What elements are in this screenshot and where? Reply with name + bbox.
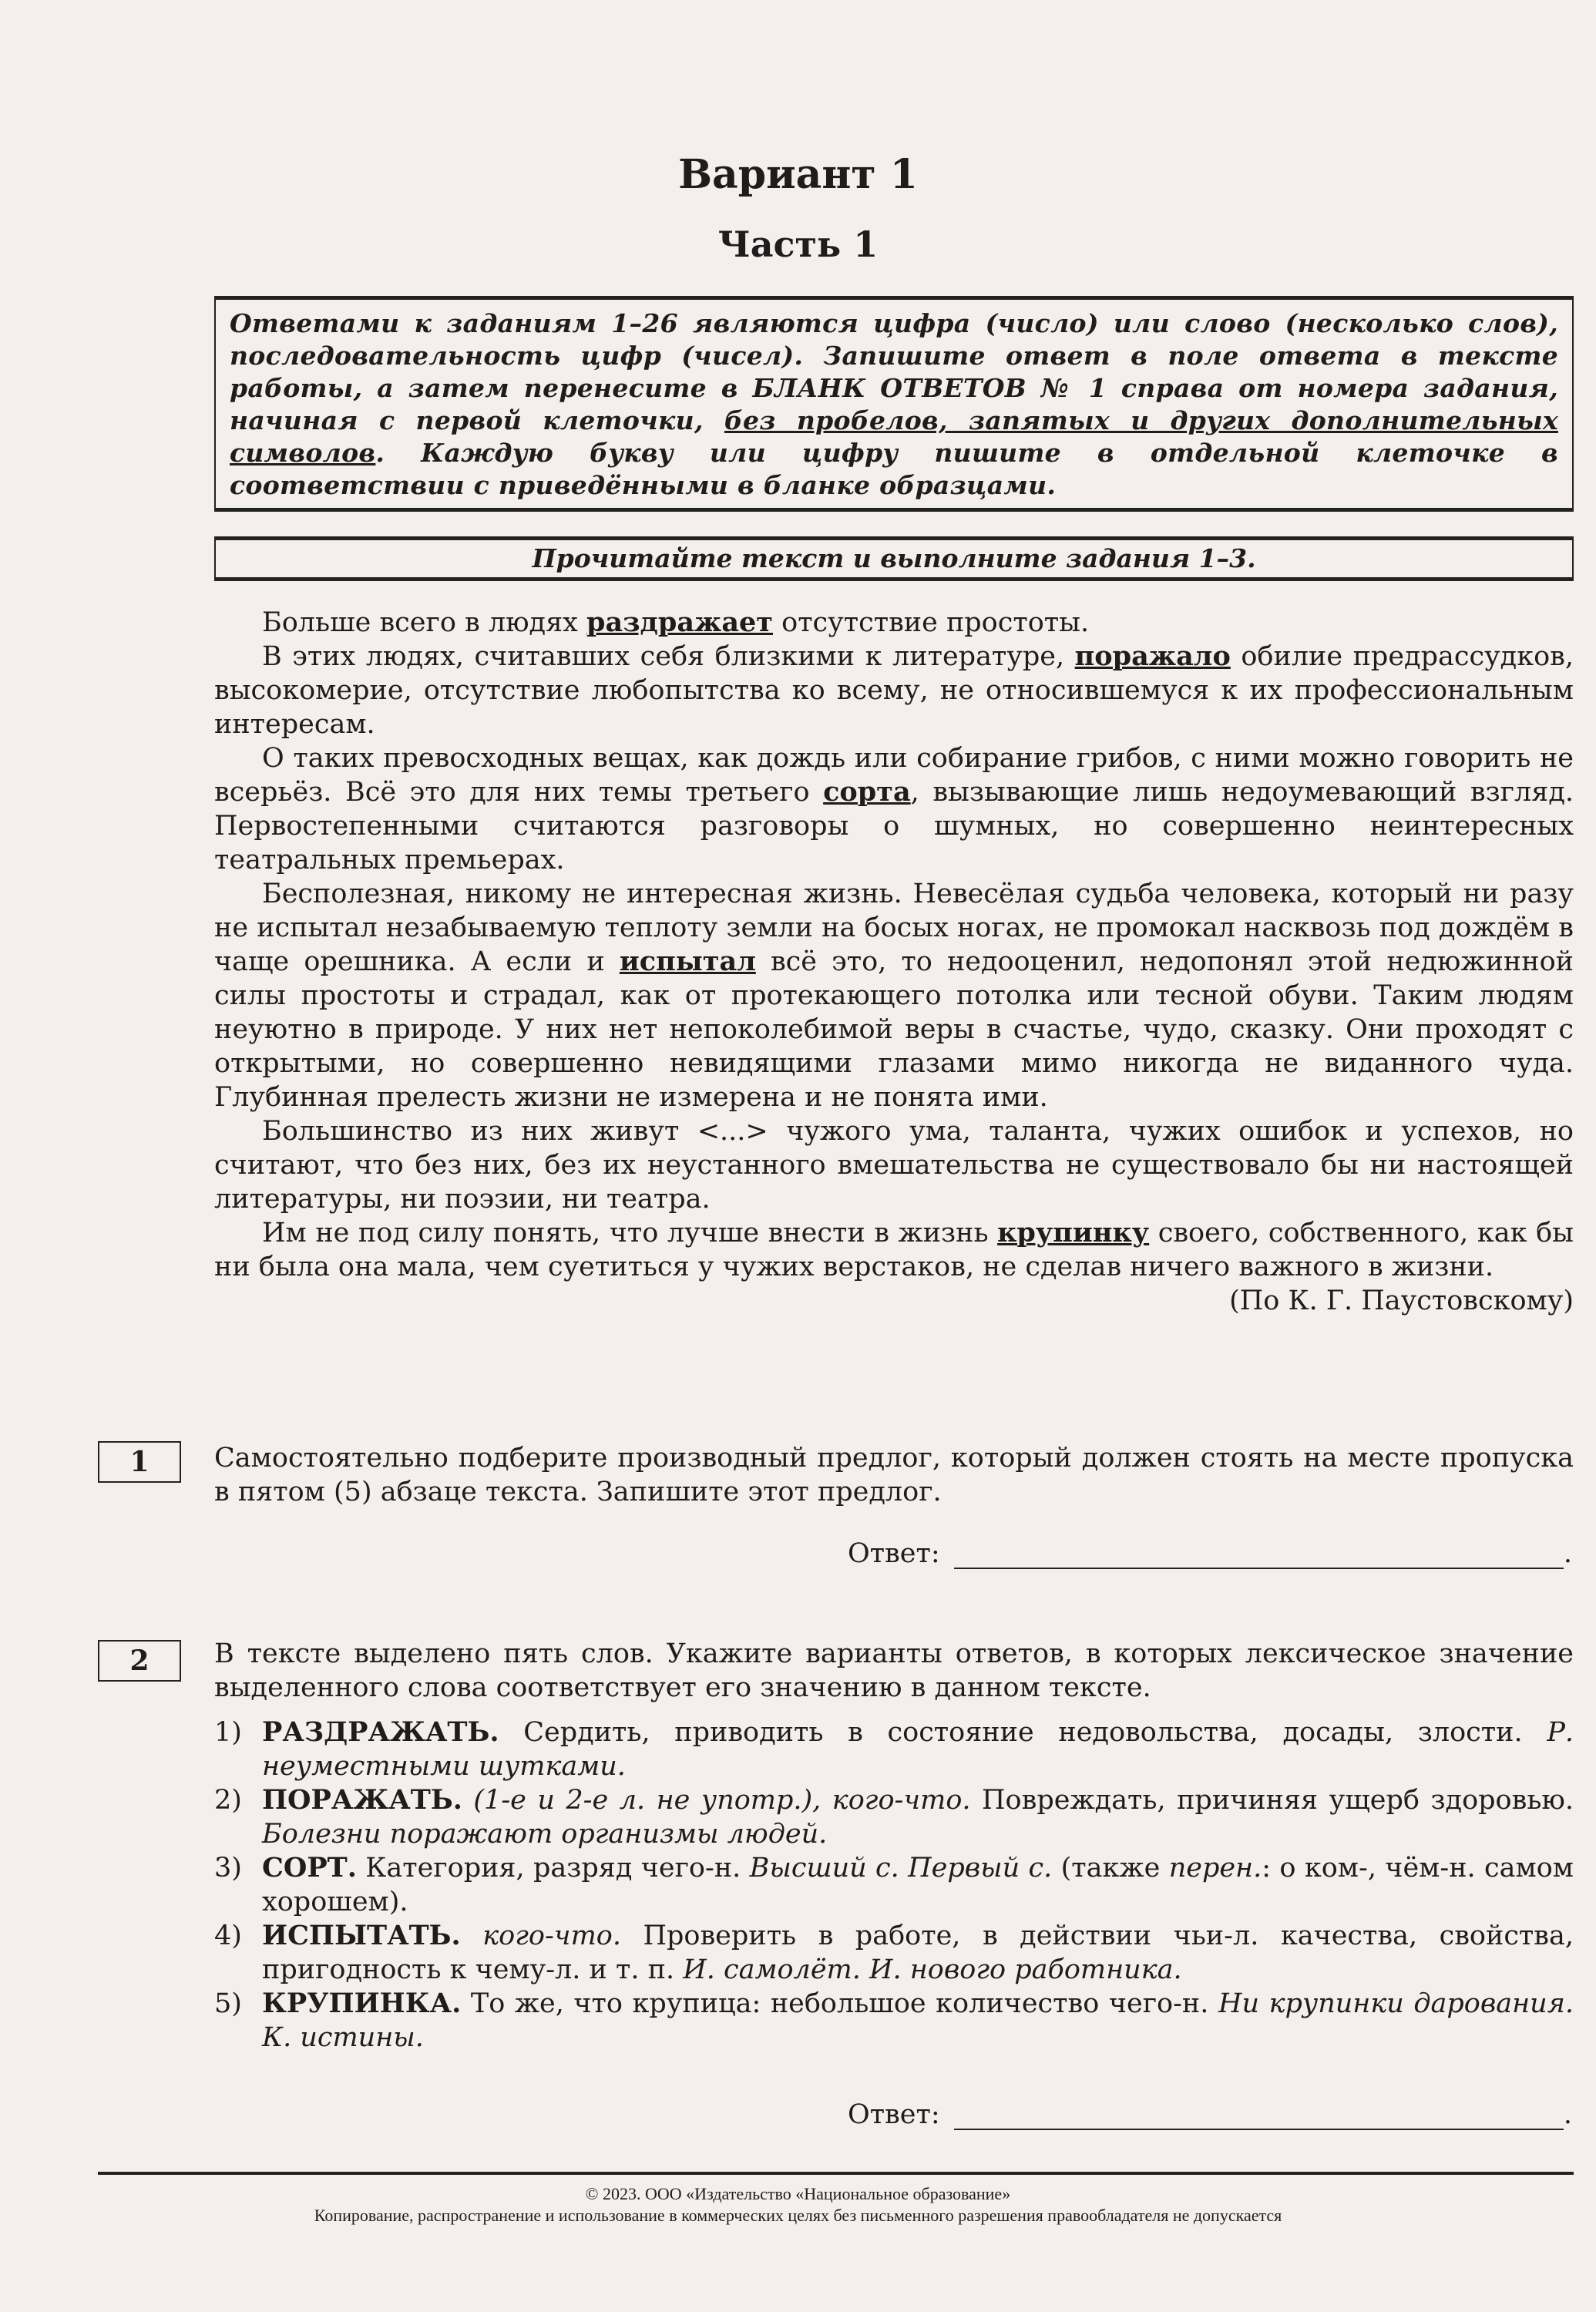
passage-text: отсутствие простоты. (773, 607, 1090, 638)
passage-paragraph (214, 640, 1574, 741)
option-text: кого-что. (482, 1921, 621, 1951)
option-body (262, 1851, 1574, 1919)
instructions-text: Ответами к заданиям 1–26 являются цифра (число) или слово (несколько слов), последовательность цифр (чисел). Запишите ответ в поле ответа в тексте работы, а затем перенесите в БЛАНК ОТВЕТОВ № 1 справа от номера задания, начиная с первой клеточки, (230, 308, 1558, 435)
passage-text: Бесполезная, никому не интересная жизнь. Невесёлая судьба человека, который ни разу не испытал незабываемую теплоту земли на босых ногах, не промокал насквозь под дождём в чаще орешника. А если и (214, 879, 1574, 977)
passage-text: В этих людях, считавших себя близкими к литературе, (262, 641, 1075, 672)
passage-paragraphs (214, 606, 1574, 1284)
answer-label: Ответ: (848, 2099, 940, 2130)
read-prompt-box (214, 536, 1574, 581)
option-text: Болезни поражают организмы людей. (262, 1819, 828, 1850)
part-title: Часть 1 (717, 223, 879, 265)
task-number-box: 2 (98, 1640, 181, 1682)
highlighted-word: поражало (1074, 640, 1231, 672)
instructions-underlined: без пробелов, запятых и других дополнительных символов (230, 405, 1558, 468)
answer-end: . (1563, 1538, 1572, 1569)
answer-end: . (1563, 2099, 1572, 2130)
option-text: И. самолёт. И. нового работника. (683, 1954, 1182, 1985)
highlighted-word: испытал (619, 946, 756, 977)
option-body (262, 1783, 1574, 1851)
option-text: Сердить, приводить в состояние недовольства, досады, злости. (499, 1717, 1547, 1748)
passage-text: своего, собственного, как бы ни была она мала, чем суетиться у чужих верстаков, не сделав ничего важного в жизни. (214, 1218, 1574, 1282)
option-text: Ни крупинки дарования. К. истины. (262, 1988, 1574, 2053)
option-number: 3) (214, 1853, 242, 1884)
option-text: : о ком-, чём-н. самом хорошем). (262, 1853, 1574, 1917)
passage-text: всё это, то недооценил, недопонял этой недюжинной силы простоты и страдал, как от протекающего потолка или тесной обуви. Таким людям неуютно в природе. У них нет непоколебимой веры в счастье, чудо, сказку. Они проходят с открытыми, но совершенно невидящими глазами мимо никогда не виданного чуда. Глубинная прелесть жизни не измерена и не понята ими. (214, 946, 1574, 1113)
option-text: Категория, разряд чего-н. (356, 1853, 750, 1884)
option-number: 5) (214, 1988, 242, 2019)
option-text (461, 1921, 483, 1951)
option-number: 2) (214, 1785, 242, 1816)
passage-paragraph (214, 877, 1574, 1114)
passage-paragraph (214, 1216, 1574, 1284)
instructions-text-end: . Каждую букву или цифру пишите в отдельной клеточке в соответствии с приведёнными в бланке образцами. (230, 438, 1558, 500)
option-number: 4) (214, 1921, 242, 1951)
passage-text: обилие предрассудков, высокомерие, отсутствие любопытства ко всему, не относившемуся к их профессиональным интересам. (214, 641, 1574, 740)
option-headword: РАЗДРАЖАТЬ. (262, 1716, 499, 1748)
option-text: Проверить в работе, в действии чьи-л. качества, свойства, пригодность к чему-л. и т. п. (262, 1921, 1574, 1985)
task-1-text: Самостоятельно подберите производный предлог, который должен стоять на месте пропуска в пятом (5) абзаце текста. Запишите этот предлог. (214, 1443, 1574, 1507)
task-2-text: В тексте выделено пять слов. Укажите варианты ответов, в которых лексическое значение выделенного слова соответствует его значению в данном тексте. (214, 1638, 1574, 1703)
read-prompt: Прочитайте текст и выполните задания 1–3. (532, 543, 1256, 573)
option-number: 1) (214, 1717, 242, 1748)
passage (214, 606, 1574, 1318)
answer-label: Ответ: (848, 1538, 940, 1569)
option-text: Высший с. Первый с. (749, 1853, 1053, 1884)
task-1-answer[interactable] (848, 1538, 1572, 1569)
task-2 (214, 1637, 1574, 2055)
footer-copyright: © 2023. ООО «Издательство «Национальное образование» (585, 2184, 1011, 2203)
highlighted-word: крупинку (997, 1217, 1150, 1248)
passage-text: Им не под силу понять, что лучше внести в жизнь (262, 1218, 998, 1248)
option-body (262, 1716, 1574, 1783)
passage-paragraph (214, 1114, 1574, 1216)
option-item (214, 1987, 1574, 2055)
option-headword: ИСПЫТАТЬ. (262, 1920, 461, 1951)
option-item (214, 1716, 1574, 1783)
option-text: Повреждать, причиняя ущерб здоровью. (970, 1785, 1574, 1816)
variant-title: Вариант 1 (678, 151, 918, 198)
attribution: (По К. Г. Паустовскому) (1229, 1285, 1574, 1316)
option-headword: КРУПИНКА. (262, 1988, 462, 2019)
passage-text: Больше всего в людях (262, 607, 587, 638)
footer-divider (98, 2172, 1574, 2175)
instructions-box (214, 296, 1574, 512)
option-headword: СОРТ. (262, 1852, 357, 1884)
passage-paragraph (214, 741, 1574, 877)
task-2-answer[interactable] (848, 2099, 1572, 2130)
option-headword: ПОРАЖАТЬ. (262, 1784, 462, 1816)
passage-paragraph (214, 606, 1574, 640)
option-text: То же, что крупица: небольшое количество чего-н. (461, 1988, 1218, 2019)
answer-input-line[interactable] (954, 1540, 1564, 1569)
highlighted-word: раздражает (586, 607, 773, 638)
option-text: (1-е и 2-е л. не употр.), кого-что. (473, 1785, 971, 1816)
task-number-box: 1 (98, 1441, 181, 1483)
option-item (214, 1783, 1574, 1851)
passage-text: Большинство из них живут <...> чужого ума, таланта, чужих ошибок и успехов, но считают, что без них, без их неустанного вмешательства не существовало бы ни настоящей литературы, ни поэзии, ни театра. (214, 1116, 1574, 1215)
task-2-options (214, 1716, 1574, 2055)
option-item (214, 1851, 1574, 1919)
option-body (262, 1987, 1574, 2055)
option-text: (также (1052, 1853, 1169, 1884)
option-text: перен. (1168, 1853, 1262, 1884)
option-item (214, 1919, 1574, 1987)
highlighted-word: сорта (823, 776, 911, 808)
passage-text: О таких превосходных вещах, как дождь или собирание грибов, с ними можно говорить не всерьёз. Всё это для них темы третьего (214, 743, 1574, 808)
option-body (262, 1919, 1574, 1987)
option-text (462, 1785, 474, 1816)
answer-input-line[interactable] (954, 2101, 1564, 2130)
passage-text: , вызывающие лишь недоумевающий взгляд. Первостепенными считаются разговоры о шумных, но совершенно неинтересных театральных премьерах. (214, 777, 1574, 875)
footer-notice: Копирование, распространение и использование в коммерческих целях без письменного разрешения правообладателя не допускается (314, 2206, 1282, 2225)
option-text: Р. неуместными шутками. (262, 1717, 1574, 1782)
